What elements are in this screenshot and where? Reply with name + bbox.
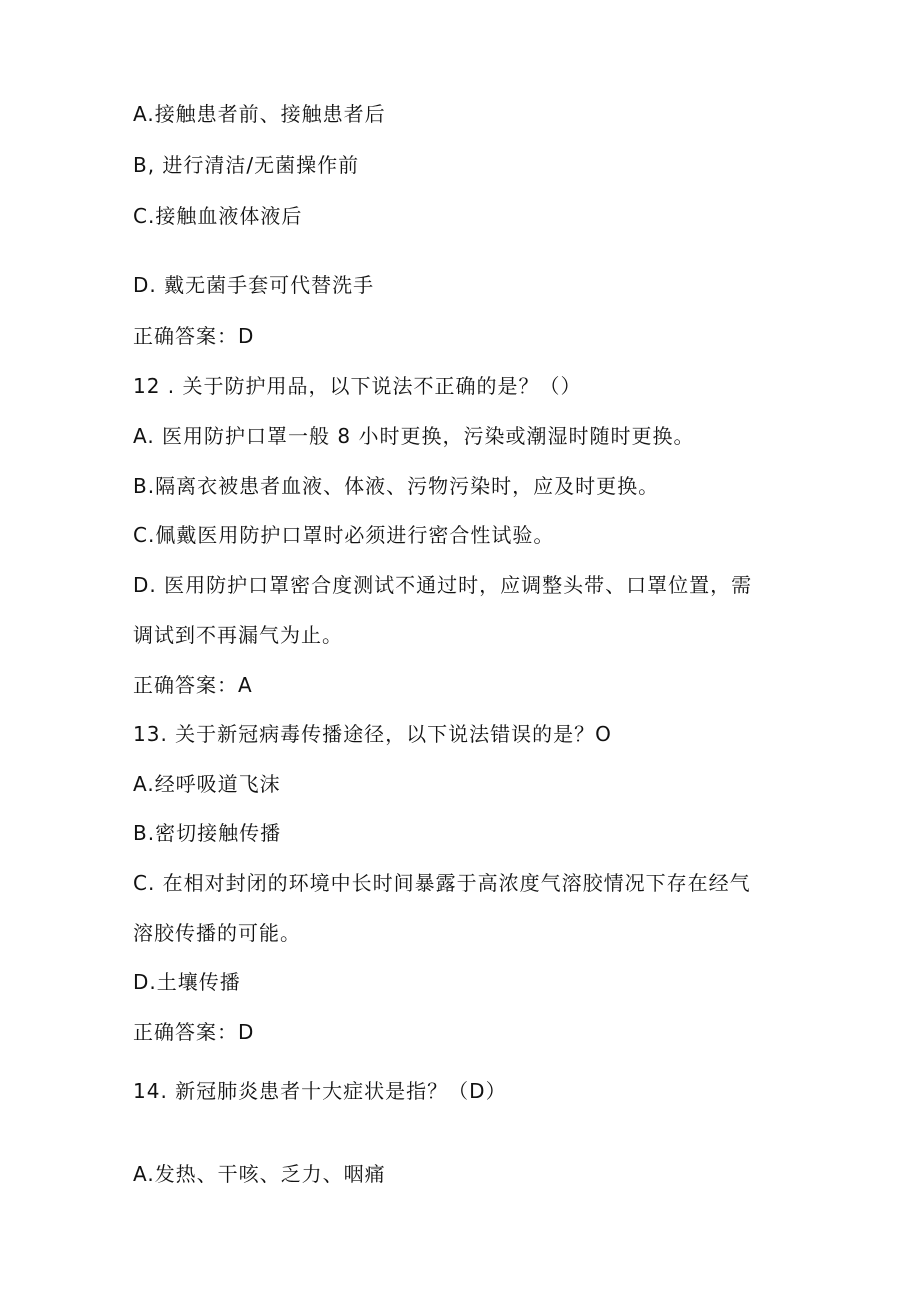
q13-answer: 正确答案：D <box>133 1020 255 1044</box>
q13-option-c: C. 在相对封闭的环境中长时间暴露于高浓度气溶胶情况下存在经气 <box>133 871 751 895</box>
q13-question: 13. 关于新冠病毒传播途径，以下说法错误的是？O <box>133 722 612 746</box>
q11-option-b: B, 进行清洁/无菌操作前 <box>133 153 360 177</box>
q13-option-d: D.土壤传播 <box>133 970 241 994</box>
q12-option-c: C.佩戴医用防护口罩时必须进行密合性试验。 <box>133 523 555 547</box>
q13-option-b: B.密切接触传播 <box>133 821 282 845</box>
q14-question: 14. 新冠肺炎患者十大症状是指？（D） <box>133 1079 507 1103</box>
q11-answer: 正确答案：D <box>133 324 255 348</box>
q11-option-a: A.接触患者前、接触患者后 <box>133 102 386 126</box>
q13-option-a: A.经呼吸道飞沫 <box>133 772 281 796</box>
q14-option-a: A.发热、干咳、乏力、咽痛 <box>133 1162 386 1186</box>
q11-option-c: C.接触血液体液后 <box>133 204 303 228</box>
q12-answer: 正确答案：A <box>133 673 253 697</box>
q12-option-d: D. 医用防护口罩密合度测试不通过时，应调整头带、口罩位置，需 <box>133 573 753 597</box>
q13-option-c-cont: 溶胶传播的可能。 <box>133 921 301 945</box>
q11-option-d: D. 戴无菌手套可代替洗手 <box>133 273 375 297</box>
q12-option-d-cont: 调试到不再漏气为止。 <box>133 623 343 647</box>
q12-question: 12 . 关于防护用品，以下说法不正确的是？（） <box>133 374 582 398</box>
q12-option-b: B.隔离衣被患者血液、体液、污物污染时，应及时更换。 <box>133 474 660 498</box>
q12-option-a: A. 医用防护口罩一般 8 小时更换，污染或潮湿时随时更换。 <box>133 424 695 448</box>
